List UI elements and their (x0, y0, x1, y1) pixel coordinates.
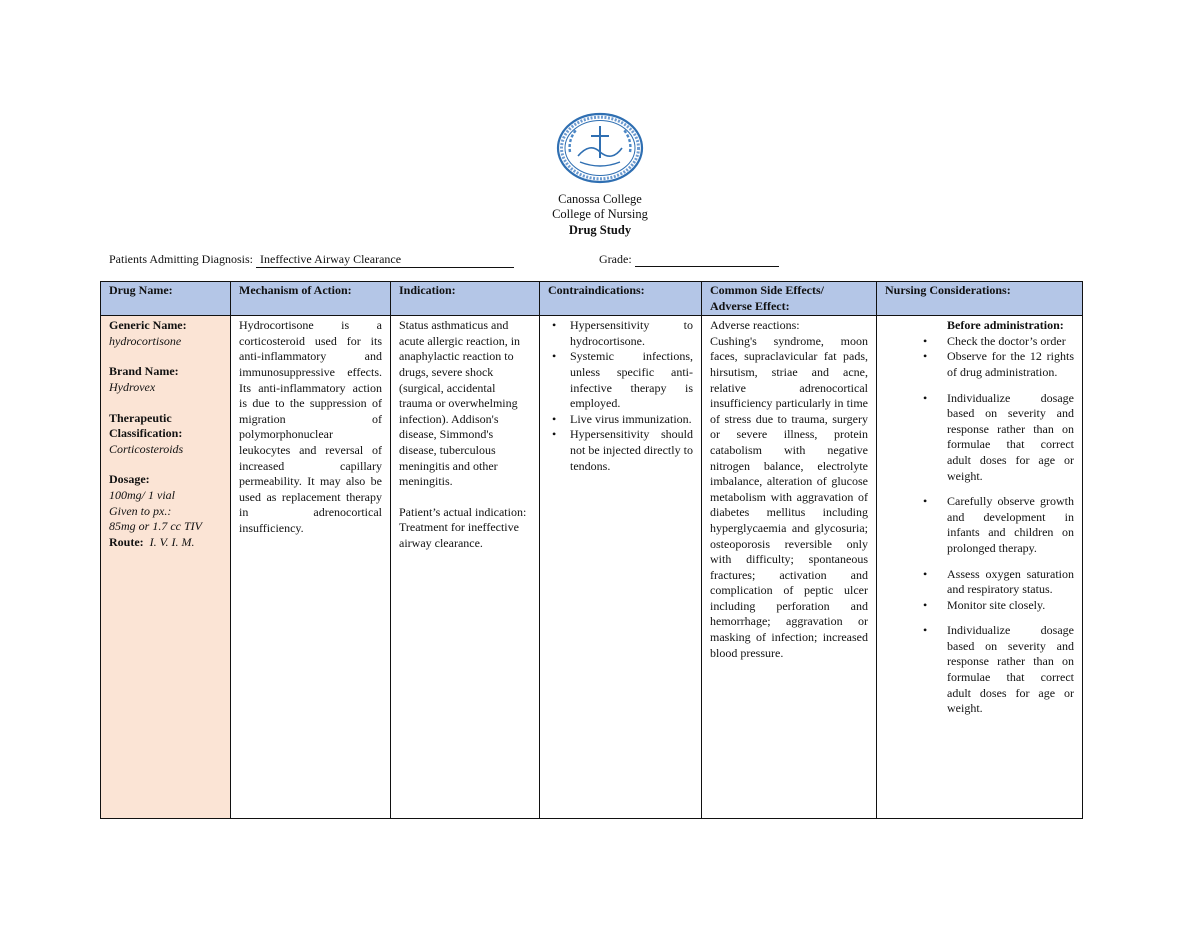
institution-name: Canossa College (558, 192, 642, 206)
list-item: • Individualize dosage based on severity and response rather than on formulae that correct adult doses for age or weight. (947, 391, 1074, 485)
dosage-label: Dosage: (109, 472, 150, 487)
drug-name-cell (101, 316, 231, 819)
nursing-considerations-list (885, 334, 1074, 717)
list-item: • Monitor site closely. (947, 598, 1074, 614)
list-item: • Systemic infections, unless specific anti-infective therapy is employed. (570, 349, 693, 411)
route-label: Route: (109, 534, 144, 549)
therapeutic-class-label: Therapeutic Classification: (109, 410, 183, 441)
indication-text: Status asthmaticus and acute allergic reaction, in anaphylactic reaction to drugs, severe shock (surgical, accidental trauma or overwhelming infection). Addison's disease, Simmond's disease, tuberculous meningitis and other meningitis. (399, 318, 521, 489)
list-item: • Carefully observe growth and development in infants and children on prolonged therapy. (947, 494, 1074, 556)
header-contraindications: Contraindications: (540, 282, 702, 316)
header-drug-name: Drug Name: (101, 282, 231, 316)
route-value: I. V. I. M. (149, 534, 195, 549)
mechanism-cell: Hydrocortisone is a corticosteroid used for its anti-inflammatory and immunosuppressive effects. Its anti-inflammatory action is due to the suppression of migration of polymorphonuclear leukocytes and reversal of increased capillary permeability. It may also be used as replacement therapy in adrenocortical insufficiency. (231, 316, 391, 819)
list-item: • Hypersensitivity to hydrocortisone. (570, 318, 693, 349)
brand-name-label: Brand Name: (109, 364, 179, 379)
dosage-value-given: 85mg or 1.7 cc TIV (109, 519, 202, 534)
header-side-effects: Common Side Effects/ Adverse Effect: (702, 282, 877, 316)
side-effects-label: Adverse reactions: (710, 318, 800, 333)
therapeutic-class-value: Corticosteroids (109, 441, 184, 456)
college-seal-logo (556, 112, 644, 184)
before-administration-heading: Before administration: (947, 318, 1064, 333)
side-effects-cell (702, 316, 877, 819)
generic-name-value: hydrocortisone (109, 333, 182, 348)
route-line (109, 535, 222, 551)
table-header-row (101, 282, 1083, 316)
nursing-considerations-cell (877, 316, 1083, 819)
grade-label: Grade: (599, 252, 632, 266)
document-title: Drug Study (568, 223, 632, 237)
list-item: • Individualize dosage based on severity and response rather than on formulae that correct adult doses for age or weight. (947, 623, 1074, 717)
indication-cell (391, 316, 540, 819)
diagnosis-field[interactable]: Ineffective Airway Clearance (256, 252, 514, 268)
contraindications-cell (540, 316, 702, 819)
table-row (101, 316, 1083, 819)
list-item: • Assess oxygen saturation and respiratory status. (947, 567, 1074, 598)
dosage-given-label: Given to px.: (109, 503, 172, 518)
actual-indication-label: Patient’s actual indication: (399, 504, 527, 519)
header-nursing-considerations: Nursing Considerations: (877, 282, 1083, 316)
header-mechanism: Mechanism of Action: (231, 282, 391, 316)
diagnosis-line (109, 252, 514, 268)
actual-indication-text: Treatment for ineffective airway clearance. (399, 520, 519, 550)
drug-study-table (100, 281, 1083, 819)
list-item: • Live virus immunization. (570, 412, 693, 428)
diagnosis-label: Patients Admitting Diagnosis: (109, 252, 254, 266)
grade-field[interactable] (635, 253, 779, 267)
list-item: • Check the doctor’s order (947, 334, 1074, 350)
list-item: • Observe for the 12 rights of drug administration. (947, 349, 1074, 380)
generic-name-label: Generic Name: (109, 318, 187, 333)
grade-line (599, 252, 779, 267)
header-indication: Indication: (391, 282, 540, 316)
dosage-value-vial: 100mg/ 1 vial (109, 487, 175, 502)
contraindications-list (548, 318, 693, 474)
list-item: • Hypersensitivity should not be injected directly to tendons. (570, 427, 693, 474)
brand-name-value: Hydrovex (109, 379, 156, 394)
department-name: College of Nursing (552, 207, 648, 221)
side-effects-text: Cushing's syndrome, moon faces, supraclavicular fat pads, hirsutism, striae and acne, relative adrenocortical insufficiency particularly in time of stress due to trauma, surgery or severe illness, protein catabolism with negative nitrogen balance, electrolyte imbalance, alteration of glucose metabolism with aggravation of diabetes mellitus including hyperglycaemia and glycosuria; osteoporosis reversible only with difficulty; spontaneous fractures; activation and complication of peptic ulcer including perforation and hemorrhage; aggravation or masking of infection; increased blood pressure. (710, 333, 868, 660)
